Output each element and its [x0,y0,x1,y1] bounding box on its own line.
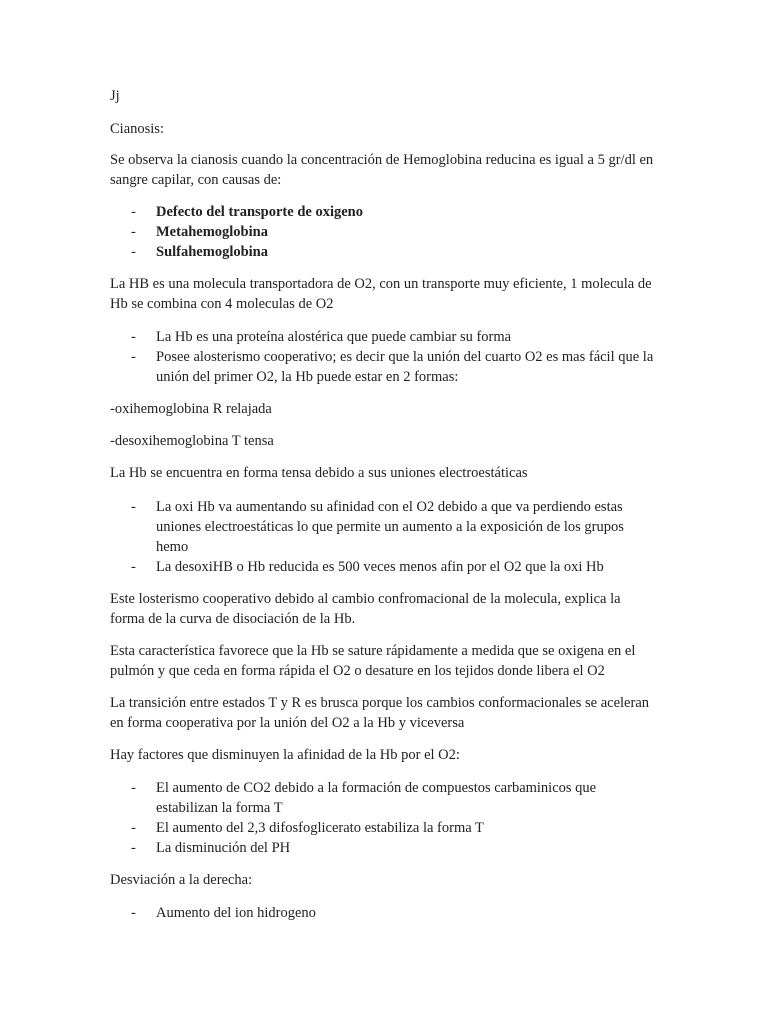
bullet-dash: - [131,349,136,365]
list-item-text: La oxi Hb va aumentando su afinidad con el O2 debido a que va perdiendo estas uniones electroestáticas lo que permite un aumento a la exposición de los grupos hemo [156,499,624,555]
list-item-text: El aumento del 2,3 difosfoglicerato estabiliza la forma T [156,820,484,836]
bullet-dash: - [131,244,136,260]
paragraph-right-shift: Desviación a la derecha: [110,872,253,888]
paragraph-tense: La Hb se encuentra en forma tensa debido a sus uniones electroestáticas [110,465,528,481]
list-item [110,838,658,858]
paragraph-cooperative: Este losterismo cooperativo debido al cambio confromacional de la molecula, explica la forma de la curva de disociación de la Hb. [110,591,621,627]
list-item [110,903,658,923]
list-item-text: Sulfahemoglobina [156,244,268,260]
list-item-text: La disminución del PH [156,840,291,856]
bullet-dash: - [131,329,136,345]
list-item [110,497,658,557]
form-tense: -desoxihemoglobina T tensa [110,433,274,449]
list-item-text: La Hb es una proteína alostérica que puede cambiar su forma [156,329,512,345]
header-text: Jj [110,88,120,104]
bullet-dash: - [131,499,136,515]
right-shift-list [110,903,658,923]
list-item-text: La desoxiHB o Hb reducida es 500 veces menos afin por el O2 que la oxi Hb [156,559,604,575]
form-relaxed: -oxihemoglobina R relajada [110,401,272,417]
list-item-text: El aumento de CO2 debido a la formación de compuestos carbaminicos que estabilizan la forma T [156,780,597,816]
list-item [110,778,658,818]
bullet-dash: - [131,204,136,220]
list-item-text: Defecto del transporte de oxigeno [156,204,363,220]
list-item [110,242,658,262]
bullet-dash: - [131,559,136,575]
paragraph-hb: La HB es una molecula transportadora de O2, con un transporte muy eficiente, 1 molecula de Hb se combina con 4 moleculas de O2 [110,276,652,312]
paragraph-factors: Hay factores que disminuyen la afinidad de la Hb por el O2: [110,747,460,763]
paragraph-cianosis: Se observa la cianosis cuando la concentración de Hemoglobina reducina es igual a 5 gr/dl en sangre capilar, con causas de: [110,152,654,188]
list-item [110,557,658,577]
list-item [110,202,658,222]
bullet-dash: - [131,780,136,796]
list-item [110,347,658,387]
list-item [110,327,658,347]
factors-list [110,778,658,858]
list-item-text: Metahemoglobina [156,224,268,240]
affinity-list [110,497,658,577]
list-item [110,222,658,242]
bullet-dash: - [131,840,136,856]
list-item-text: Aumento del ion hidrogeno [156,905,316,921]
bullet-dash: - [131,820,136,836]
list-item-text: Posee alosterismo cooperativo; es decir que la unión del cuarto O2 es mas fácil que la unión del primer O2, la Hb puede estar en 2 formas: [156,349,654,385]
bullet-dash: - [131,905,136,921]
section-title: Cianosis: [110,121,164,137]
bullet-dash: - [131,224,136,240]
causes-list [110,202,658,262]
paragraph-transition: La transición entre estados T y R es brusca porque los cambios conformacionales se aceleran en forma cooperativa por la unión del O2 a la Hb y viceversa [110,695,649,731]
list-item [110,818,658,838]
hb-properties-list [110,327,658,387]
paragraph-saturation: Esta característica favorece que la Hb se sature rápidamente a medida que se oxigena en el pulmón y que ceda en forma rápida el O2 o desature en los tejidos donde libera el O2 [110,643,636,679]
